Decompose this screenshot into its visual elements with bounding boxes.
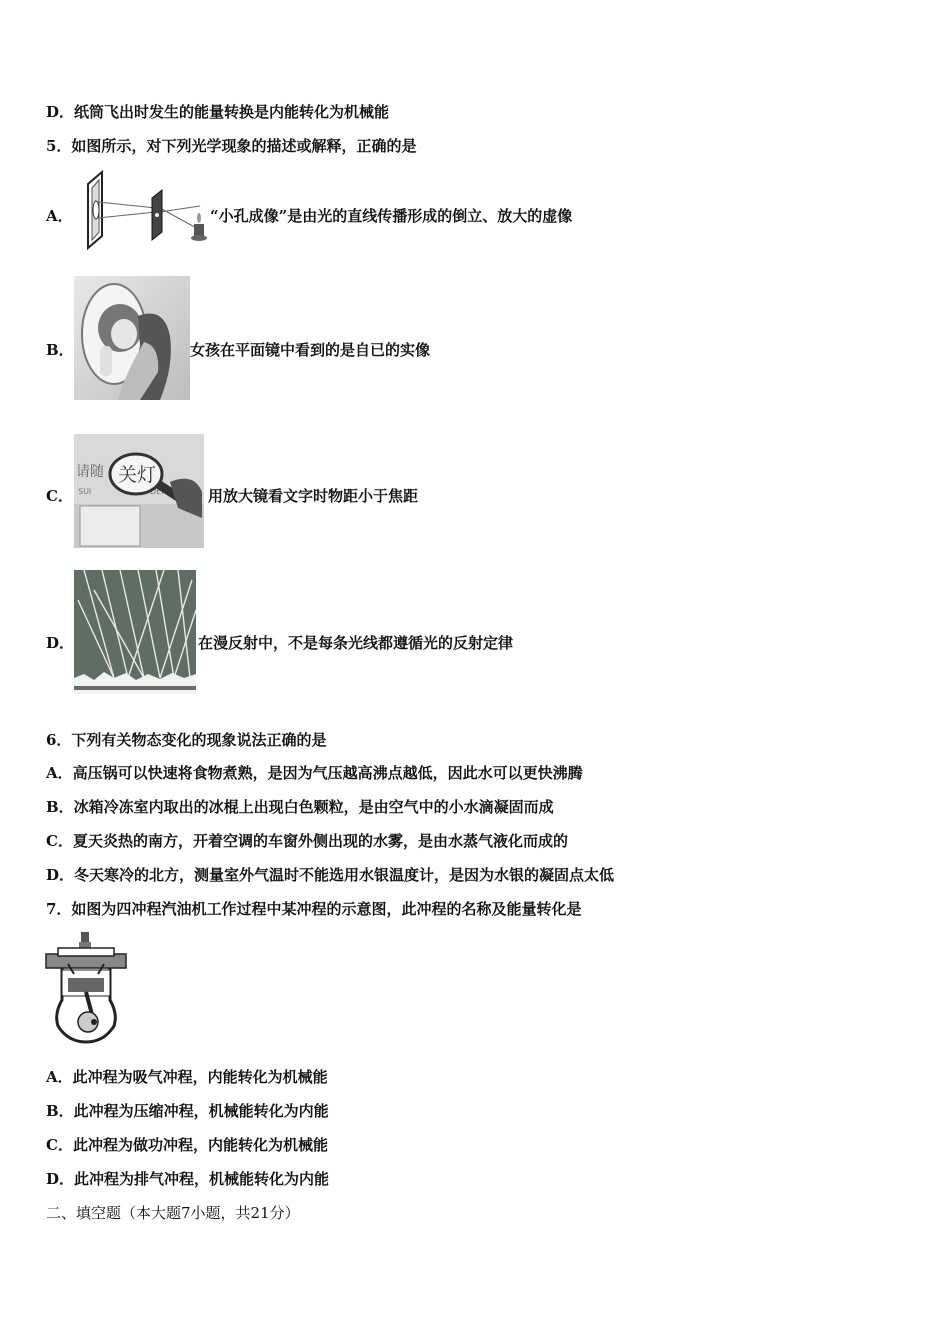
- diffuse-reflection-photo: [74, 570, 196, 694]
- q6-option-a: A．高压锅可以快速将食物煮熟，是因为气压越高沸点越低，因此水可以更快沸腾: [46, 764, 583, 782]
- engine-stroke-diagram: [44, 930, 128, 1046]
- q5-option-c-text: 用放大镜看文字时物距小于焦距: [208, 487, 419, 505]
- q5-option-d-label: D．: [46, 634, 75, 652]
- q7-option-a: A．此冲程为吸气冲程，内能转化为机械能: [46, 1068, 328, 1086]
- q5-option-d-text: 在漫反射中，不是每条光线都遵循光的反射定律: [198, 634, 514, 652]
- q7-stem: 7．如图为四冲程汽油机工作过程中某冲程的示意图，此冲程的名称及能量转化是: [46, 900, 582, 918]
- magnifier-text-sui: SUI: [78, 487, 92, 496]
- q5-option-c-label: C．: [46, 487, 73, 505]
- q5-option-b-label: B．: [46, 341, 74, 359]
- q6-stem: 6．下列有关物态变化的现象说法正确的是: [46, 731, 327, 749]
- q5-option-a-label: A．: [46, 207, 73, 225]
- q4-option-d: D．纸筒飞出时发生的能量转换是内能转化为机械能: [46, 103, 390, 121]
- q7-option-d: D．此冲程为排气冲程，机械能转化为内能: [46, 1170, 330, 1188]
- q5-option-a-text: “小孔成像”是由光的直线传播形成的倒立、放大的虚像: [210, 207, 573, 225]
- q6-option-b: B．冰箱冷冻室内取出的冰棍上出现白色颗粒，是由空气中的小水滴凝固而成: [46, 798, 554, 816]
- magnifier-text-qingsui: 请随: [76, 464, 104, 480]
- girl-mirror-photo: [74, 276, 190, 400]
- magnifier-text-guandeng: 关灯: [118, 464, 157, 486]
- q7-option-b: B．此冲程为压缩冲程，机械能转化为内能: [46, 1102, 329, 1120]
- section-2-title: 二、填空题（本大题7小题，共21分）: [46, 1204, 300, 1222]
- pinhole-camera-diagram: [80, 170, 208, 250]
- q5-option-b-text: 女孩在平面镜中看到的是自已的实像: [190, 341, 431, 359]
- q7-option-c: C．此冲程为做功冲程，内能转化为机械能: [46, 1136, 328, 1154]
- q6-option-c: C．夏天炎热的南方，开着空调的车窗外侧出现的水雾，是由水蒸气液化而成的: [46, 832, 568, 850]
- magnifier-photo: [74, 434, 204, 548]
- q6-option-d: D．冬天寒冷的北方，测量室外气温时不能选用水银温度计，是因为水银的凝固点太低: [46, 866, 615, 884]
- q5-stem: 5．如图所示，对下列光学现象的描述或解释，正确的是: [46, 137, 417, 155]
